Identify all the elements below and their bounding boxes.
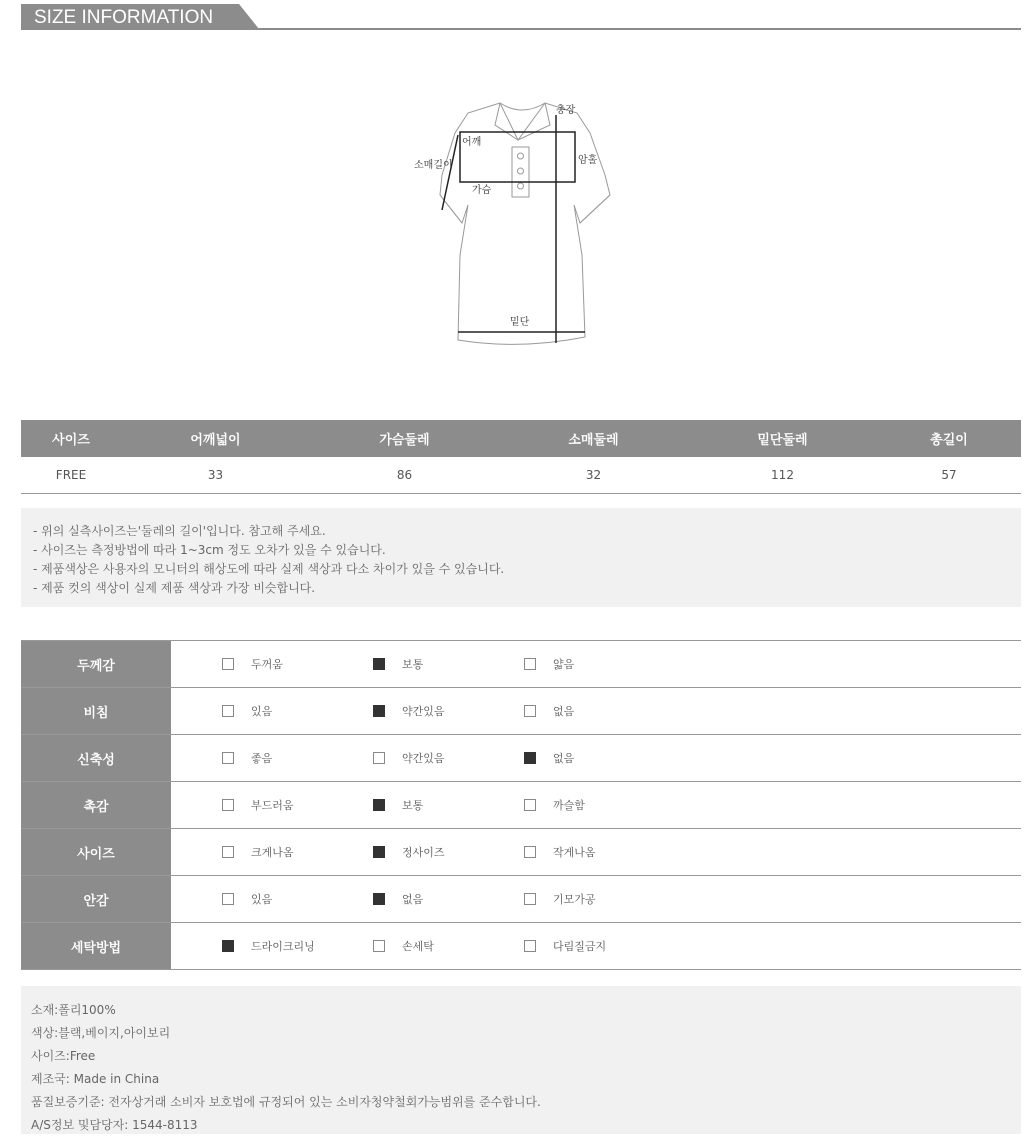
option-label: 있음 [251,893,273,906]
note-item: - 위의 실측사이즈는'둘레의 길이'입니다. 참고해 주세요. [33,524,326,538]
attr-label: 비침 [21,688,171,734]
attr-option [222,782,373,828]
header-sleeve: 소매둘레 [568,433,619,448]
attr-option [373,923,524,969]
option-label: 좋음 [251,752,273,765]
cell-shoulder: 33 [207,468,224,482]
attr-option [524,641,675,687]
attr-label: 세탁방법 [21,923,171,969]
header-total: 총길이 [930,433,968,448]
attr-row-fit [21,829,1021,876]
note-item: - 사이즈는 측정방법에 따라 1~3cm 정도 오차가 있을 수 있습니다. [33,543,386,557]
attr-options [171,735,675,781]
attr-option [373,641,524,687]
checkbox [373,658,385,670]
attr-row-sheerness [21,688,1021,735]
checkbox [373,705,385,717]
attr-label: 사이즈 [21,829,171,875]
option-label: 있음 [251,705,273,718]
option-label: 약간있음 [402,752,445,765]
header-chest: 가슴둘레 [379,433,430,448]
info-warranty: 품질보증기준: 전자상거래 소비자 보호법에 규정되어 있는 소비자청약철회가능범위를 준수합니다. [31,1095,541,1109]
attr-option [222,923,373,969]
note-item: - 제품색상은 사용자의 모니터의 해상도에 따라 실제 색상과 다소 차이가 있을 수 있습니다. [33,562,505,576]
attr-option [524,735,675,781]
checkbox [222,893,234,905]
option-label: 드라이크리닝 [251,940,315,953]
option-label: 다림질금지 [553,940,607,953]
attr-label: 안감 [21,876,171,922]
section-header [21,4,1021,30]
checkbox [222,940,234,952]
attr-option [373,735,524,781]
attr-option [524,829,675,875]
option-label: 없음 [553,752,575,765]
polo-shirt-illustration [400,95,630,360]
attr-option [222,735,373,781]
checkbox [222,752,234,764]
checkbox [222,799,234,811]
cell-total: 57 [941,468,957,482]
attr-option [373,829,524,875]
option-label: 크게나옴 [251,846,294,859]
option-label: 작게나옴 [553,846,596,859]
option-label: 없음 [402,893,424,906]
option-label: 없음 [553,705,575,718]
checkbox [373,893,385,905]
attr-option [222,876,373,922]
attr-row-lining [21,876,1021,923]
section-header-line [21,28,1021,30]
checkbox [524,705,536,717]
attr-option [222,688,373,734]
attr-row-thickness [21,641,1021,688]
attr-option [524,782,675,828]
attr-option [222,641,373,687]
section-title: SIZE INFORMATION [34,7,214,28]
attr-label: 촉감 [21,782,171,828]
label-sleeve: 소매길이 [414,160,453,171]
option-label: 보통 [402,658,424,671]
cell-chest: 86 [396,468,413,482]
option-label: 보통 [402,799,424,812]
option-label: 까슬함 [553,799,585,812]
label-hem: 밑단 [510,317,530,328]
attr-label: 신축성 [21,735,171,781]
label-armhole: 암홀 [578,155,598,166]
checkbox [524,846,536,858]
checkbox [222,658,234,670]
info-origin: 제조국: Made in China [31,1072,160,1086]
product-info-box [21,986,1021,1134]
attr-options [171,688,675,734]
cell-size: FREE [55,468,87,482]
checkbox [373,940,385,952]
option-label: 기모가공 [553,893,596,906]
checkbox [524,658,536,670]
table-row [21,457,1021,494]
info-size: 사이즈:Free [31,1049,96,1063]
attr-row-washing [21,923,1021,970]
fabric-attribute-grid [21,640,1021,970]
section-header-tab [21,4,239,29]
checkbox [524,893,536,905]
size-table [21,420,1021,494]
checkbox [524,940,536,952]
cell-hem: 112 [771,468,794,482]
attr-options [171,641,675,687]
attr-option [373,876,524,922]
attr-option [222,829,373,875]
attr-options [171,829,675,875]
attr-options [171,923,675,969]
label-shoulder: 어깨 [462,137,482,148]
attr-option [524,876,675,922]
option-label: 얇음 [553,658,575,671]
size-table-header [21,420,1021,457]
info-as-contact: A/S정보 및담당자: 1544-8113 [31,1118,198,1132]
label-chest: 가슴 [472,185,492,196]
garment-size-diagram [400,95,630,360]
option-label: 약간있음 [402,705,445,718]
label-total: 총장 [556,105,576,116]
attr-option [524,923,675,969]
checkbox [373,752,385,764]
checkbox [222,846,234,858]
checkbox [222,705,234,717]
attr-label: 두께감 [21,641,171,687]
note-item: - 제품 컷의 색상이 실제 제품 색상과 가장 비슷합니다. [33,581,316,595]
attr-row-stretch [21,735,1021,782]
cell-sleeve: 32 [585,468,602,482]
option-label: 두꺼움 [251,658,283,671]
checkbox [524,752,536,764]
attr-options [171,782,675,828]
option-label: 손세탁 [402,940,434,953]
option-label: 부드러움 [251,799,294,812]
checkbox [373,846,385,858]
measurement-notes [21,508,1021,607]
attr-option [524,688,675,734]
header-shoulder: 어깨넓이 [190,433,241,448]
header-size: 사이즈 [52,433,90,448]
checkbox [524,799,536,811]
checkbox [373,799,385,811]
attr-option [373,688,524,734]
header-hem: 밑단둘레 [757,433,808,448]
attr-row-texture [21,782,1021,829]
info-material: 소재:폴리100% [31,1003,116,1017]
attr-option [373,782,524,828]
attr-options [171,876,675,922]
option-label: 정사이즈 [402,846,445,859]
info-color: 색상:블랙,베이지,아이보리 [31,1026,171,1040]
